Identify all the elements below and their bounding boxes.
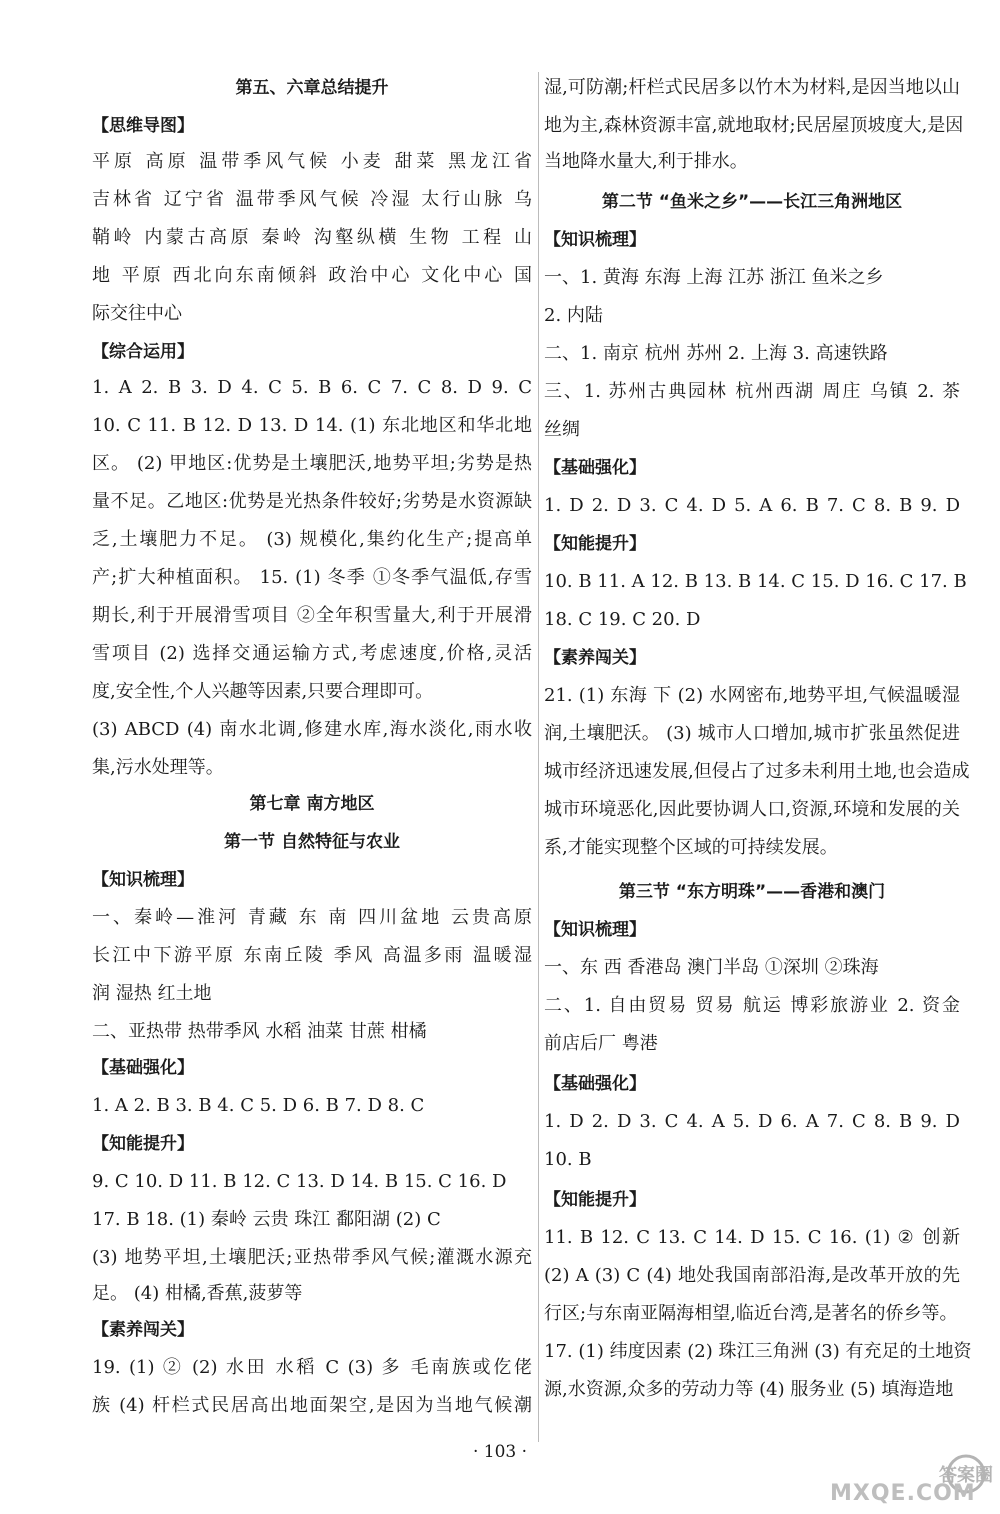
text-line: 当地降水量大,利于排水。	[544, 151, 748, 172]
text-line: 19. (1) ② (2) 水田 水稻 C (3) 多 毛南族或仡佬	[92, 1357, 532, 1378]
text-line: 湿,可防潮;杆栏式民居多以竹木为材料,是因当地以山	[544, 77, 960, 98]
text-line: 地为主,森林资源丰富,就地取材;民居屋顶坡度大,是因	[544, 115, 964, 136]
text-line: 2. 内陆	[544, 305, 603, 326]
text-line: 1. D 2. D 3. C 4. D 5. A 6. B 7. C 8. B 9. D	[544, 495, 960, 516]
text-line: 三、1. 苏州古典园林 杭州西湖 周庄 乌镇 2. 茶	[544, 381, 960, 402]
text-line: 城市经济迅速发展,但侵占了过多未利用土地,也会造成	[544, 761, 970, 782]
text-line: 21. (1) 东海 下 (2) 水网密布,地势平坦,气候温暖湿	[544, 685, 960, 706]
text-line: 1. A 2. B 3. B 4. C 5. D 6. B 7. D 8. C	[92, 1095, 425, 1116]
section-heading: 【知识梳理】	[544, 230, 646, 250]
section-heading: 【知能提升】	[544, 534, 646, 554]
page-number: · 103 ·	[472, 1442, 528, 1462]
watermark-site: MXQE.COM	[830, 1481, 976, 1506]
text-line: 1. A 2. B 3. D 4. C 5. B 6. C 7. C 8. D 9. C	[92, 377, 532, 398]
section-heading: 【知能提升】	[544, 1190, 646, 1210]
text-line: 10. C 11. B 12. D 13. D 14. (1) 东北地区和华北地	[92, 415, 532, 436]
text-line: 一、东 西 香港岛 澳门半岛 ①深圳 ②珠海	[544, 957, 879, 978]
text-line: 1. D 2. D 3. C 4. A 5. D 6. A 7. C 8. B 9. D	[544, 1111, 960, 1132]
text-line: 度,安全性,个人兴趣等因素,只要合理即可。	[92, 681, 434, 702]
section-heading: 【知识梳理】	[544, 920, 646, 940]
text-line: 17. B 18. (1) 秦岭 云贵 珠江 鄱阳湖 (2) C	[92, 1209, 441, 1230]
text-line: 期长,利于开展滑雪项目 ②全年积雪量大,利于开展滑	[92, 605, 532, 626]
section-heading: 【思维导图】	[92, 116, 194, 136]
watermark-logo-text: 答案圈	[939, 1465, 993, 1486]
text-line: 润 湿热 红土地	[92, 983, 212, 1004]
text-line: 平原 高原 温带季风气候 小麦 甜菜 黑龙江省	[92, 151, 532, 172]
text-line: 区。 (2) 甲地区:优势是土壤肥沃,地势平坦;劣势是热	[92, 453, 532, 474]
section-heading: 【素养闯关】	[92, 1320, 194, 1340]
text-line: 源,水资源,众多的劳动力等 (4) 服务业 (5) 填海造地	[544, 1379, 954, 1400]
text-line: 量不足。乙地区:优势是光热条件较好;劣势是水资源缺	[92, 491, 532, 512]
text-line: 际交往中心	[92, 303, 182, 324]
text-line: (2) A (3) C (4) 地处我国南部沿海,是改革开放的先	[544, 1265, 960, 1286]
text-line: 10. B	[544, 1149, 592, 1170]
text-line: (3) ABCD (4) 南水北调,修建水库,海水淡化,雨水收	[92, 719, 532, 740]
section-heading: 【素养闯关】	[544, 648, 646, 668]
section-heading: 【知能提升】	[92, 1134, 194, 1154]
text-line: 18. C 19. C 20. D	[544, 609, 701, 630]
text-line: 17. (1) 纬度因素 (2) 珠江三角洲 (3) 有充足的土地资	[544, 1341, 972, 1362]
text-line: 润,土壤肥沃。 (3) 城市人口增加,城市扩张虽然促进	[544, 723, 960, 744]
text-line: 地 平原 西北向东南倾斜 政治中心 文化中心 国	[92, 265, 532, 286]
column-divider	[538, 72, 539, 1442]
section-title: 第七章 南方地区	[249, 794, 375, 814]
text-line: 一、秦岭—淮河 青藏 东 南 四川盆地 云贵高原	[92, 907, 532, 928]
text-line: 足。 (4) 柑橘,香蕉,菠萝等	[92, 1283, 303, 1304]
text-line: 9. C 10. D 11. B 12. C 13. D 14. B 15. C 16. D	[92, 1171, 507, 1192]
text-line: 11. B 12. C 13. C 14. D 15. C 16. (1) ② 创新	[544, 1227, 960, 1248]
section-heading: 【综合运用】	[92, 342, 194, 362]
section-heading: 【基础强化】	[92, 1058, 194, 1078]
text-line: 二、1. 南京 杭州 苏州 2. 上海 3. 高速铁路	[544, 343, 888, 364]
section-title: 第二节 “鱼米之乡”——长江三角洲地区	[601, 192, 903, 212]
text-line: 产;扩大种植面积。 15. (1) 冬季 ①冬季气温低,存雪	[92, 567, 532, 588]
section-heading: 【知识梳理】	[92, 870, 194, 890]
section-title: 第一节 自然特征与农业	[224, 832, 400, 852]
text-line: 一、1. 黄海 东海 上海 江苏 浙江 鱼米之乡	[544, 267, 884, 288]
text-line: 二、1. 自由贸易 贸易 航运 博彩旅游业 2. 资金	[544, 995, 960, 1016]
text-line: 长江中下游平原 东南丘陵 季风 高温多雨 温暖湿	[92, 945, 532, 966]
section-heading: 【基础强化】	[544, 1074, 646, 1094]
text-line: 雪项目 (2) 选择交通运输方式,考虑速度,价格,灵活	[92, 643, 532, 664]
section-title: 第三节 “东方明珠”——香港和澳门	[618, 882, 886, 902]
text-line: 鞘岭 内蒙古高原 秦岭 沟壑纵横 生物 工程 山	[92, 227, 533, 248]
text-line: 乏,土壤肥力不足。 (3) 规模化,集约化生产;提高单	[92, 529, 532, 550]
text-line: 吉林省 辽宁省 温带季风气候 冷湿 太行山脉 乌	[92, 189, 532, 210]
watermark	[826, 1452, 996, 1508]
text-line: 丝绸	[544, 419, 580, 440]
text-line: 集,污水处理等。	[92, 757, 224, 778]
text-line: 系,才能实现整个区域的可持续发展。	[544, 837, 838, 858]
text-line: 族 (4) 杆栏式民居高出地面架空,是因为当地气候潮	[92, 1395, 532, 1416]
text-line: 前店后厂 粤港	[544, 1033, 658, 1054]
text-line: 10. B 11. A 12. B 13. B 14. C 15. D 16. C 17. B	[544, 571, 967, 592]
section-heading: 【基础强化】	[544, 458, 646, 478]
text-line: 行区;与东南亚隔海相望,临近台湾,是著名的侨乡等。	[544, 1303, 958, 1324]
text-line: (3) 地势平坦,土壤肥沃;亚热带季风气候;灌溉水源充	[92, 1247, 532, 1268]
text-line: 城市环境恶化,因此要协调人口,资源,环境和发展的关	[544, 799, 960, 820]
section-title: 第五、六章总结提升	[235, 78, 389, 98]
text-line: 二、亚热带 热带季风 水稻 油菜 甘蔗 柑橘	[92, 1021, 427, 1042]
